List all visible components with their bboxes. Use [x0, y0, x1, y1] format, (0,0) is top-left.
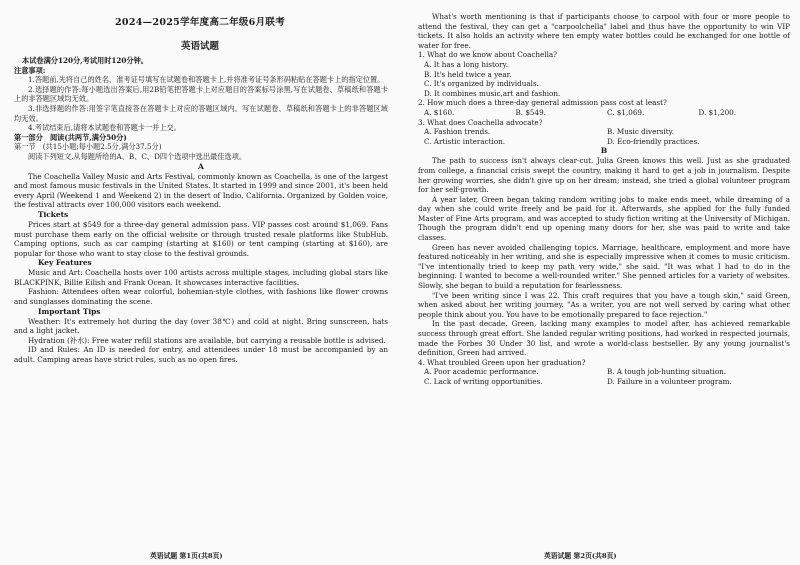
page-footer: 英语试题 第2页(共8页)	[544, 552, 617, 560]
q2-option: A. $160.	[424, 107, 455, 117]
q1-option: D. It combines music,art and fashion.	[424, 88, 561, 98]
q1-option: A. It has a long history.	[424, 59, 509, 69]
passage-paragraph: In the past decade, Green, lacking many examples to model after, has achieved remarkable success through great effort. She landed regular writing positions, had worked in respected journals, made the Forbes 30 Under 30 list, and wrote a world-class bestseller. By any young journalist's definition, Green had arrived.	[418, 319, 790, 358]
q3-option: B. Music diversity.	[607, 127, 675, 137]
q3-option: A. Fashion trends.	[424, 127, 491, 137]
passage-label: A	[198, 161, 204, 171]
passage-label: B	[600, 146, 608, 156]
q2-option: B. $549.	[515, 107, 546, 117]
q3-option: D. Eco-friendly practices.	[607, 136, 700, 146]
note-item: 4.考试结束后,请将本试题卷和答题卡一并上交。	[28, 123, 181, 133]
page-2	[404, 0, 800, 565]
subheading-tickets: Tickets	[38, 209, 69, 219]
passage-paragraph: ID and Rules: An ID is needed for entry, and attendees under 18 must be accompanied by an adult. Camping areas have strict rules, such as no open fires.	[14, 345, 388, 365]
q4-option: B. A tough job-hunting situation.	[607, 367, 727, 377]
q1-option: B. It's held twice a year.	[424, 69, 512, 79]
note-item: 2.选择题的作答:每小题选出答案后,用2B铅笔把答题卡上对应题目的答案标号涂黑,写在试题卷、草稿纸和答题卡上的非答题区域均无效。	[14, 84, 388, 104]
subheading-tips: Important Tips	[38, 306, 101, 316]
note-item: 3.非选择题的作答:用签字笔直接答在答题卡上对应的答题区域内。写在试题卷、草稿纸和答题卡上的非答题区域均无效。	[14, 103, 388, 123]
exam-title: 2024—2025学年度高二年级6月联考	[115, 17, 285, 28]
passage-paragraph: A year later, Green began taking random writing jobs to make ends meet, while dreaming of a day when she could write freely and be paid for it. Afterwards, she applied for the fully funded Master of Fine Arts program, and was accepted to study fiction writing at the University of Michigan. Though the program didn't end up opening many doors for her, she was paid to write and take classes.	[418, 194, 790, 243]
section-heading: 第一节 (共15小题;每小题2.5分,满分37.5分)	[14, 142, 162, 152]
part-heading: 第一部分 阅读(共两节,满分50分)	[14, 132, 127, 142]
passage-paragraph: Fashion: Attendees often wear colorful, bohemian-style clothes, with fashions like flower crowns and sunglasses dominating the scene.	[14, 287, 388, 307]
passage-paragraph: "I've been writing since I was 22. This craft requires that you have a tough skin," said Green, when asked about her writing journey. "As a writer, you are not well served by caring what other people think about you. You have to be emotionally prepared to face rejection."	[418, 290, 790, 319]
question-1: 1. What do we know about Coachella?	[418, 50, 558, 60]
question-2: 2. How much does a three-day general admission pass cost at least?	[418, 98, 667, 108]
passage-paragraph: Prices start at $549 for a three-day general admission pass. VIP passes cost around $1,069. Fans must purchase them early on the official website or through trusted resale platforms like StubHub. Camping options, such as car camping (starting at $160) or tent camping (starting at $160), are popular for those who want to stay close to the festival grounds.	[14, 219, 388, 258]
q1-option: C. It's organized by individuals.	[424, 79, 539, 89]
q2-option: C. $1,069.	[607, 107, 645, 117]
q4-option: A. Poor academic performance.	[424, 367, 539, 377]
q2-options	[418, 108, 790, 118]
q3-option: C. Artistic interaction.	[424, 136, 506, 146]
q2-option: D. $1,200.	[698, 107, 737, 117]
q4-option: C. Lack of writing opportunities.	[424, 376, 543, 386]
subheading-features: Key Features	[38, 258, 92, 268]
passage-paragraph: Music and Art: Coachella hosts over 100 artists across multiple stages, including global stars like BLACKPINK, Billie Eilish and Frank Ocean. It showcases interactive facilities.	[14, 268, 388, 287]
q4-option: D. Failure in a volunteer program.	[607, 376, 732, 386]
passage-paragraph: What's worth mentioning is that if participants choose to carpool with four or more people to attend the festival, they can get a "carpoolchella" label and thus have the opportunity to win VIP tickets. It also holds an activity where ten empty water bottles could be exchanged for one bottle of water for free.	[418, 12, 790, 50]
passage-paragraph: The Coachella Valley Music and Arts Festival, commonly known as Coachella, is one of the largest and most famous music festivals in the United States. It started in 1999 and since 2001, it's been held every April (Weekend 1 and Weekend 2) in the desert of Indio, California. Organized by Golden voice, the festival attracts over 100,000 visitors each weekend.	[14, 171, 388, 210]
subject-title: 英语试题	[180, 41, 219, 52]
question-3: 3. What does Coachella advocate?	[418, 117, 543, 127]
q3-options	[418, 127, 790, 146]
passage-paragraph: The path to success isn't always clear-cut. Julia Green knows this well. Just as she graduated from college, a financial crisis swept the country, making it hard to get a job in journalism. Despite her growing worries, she didn't give up on her dream; instead, she tried a global volunteer program for her self-growth.	[418, 156, 790, 195]
exam-meta: 本试卷满分120分,考试用时120分钟。	[22, 56, 148, 65]
note-item: 1.答题前,先将自己的姓名、准考证号填写在试题卷和答题卡上,并将准考证号条形码粘贴在答题卡上的指定位置。	[28, 75, 385, 85]
passage-paragraph: Hydration (补水): Free water refill stations are available, but carrying a reusable bottle is advised.	[28, 335, 386, 345]
question-4: 4. What troubled Green upon her graduation?	[418, 357, 586, 367]
instruction: 阅读下列短文,从每题所给的A、B、C、D四个选项中选出最佳选项。	[28, 151, 247, 161]
page-footer: 英语试题 第1页(共8页)	[150, 552, 223, 560]
q4-options	[418, 367, 790, 386]
notes-heading: 注意事项:	[14, 65, 46, 75]
passage-paragraph: Weather: It's extremely hot during the day (over 38℃) and cold at night. Bring sunscreen, hats and a light jacket.	[14, 316, 388, 336]
passage-paragraph: Green has never avoided challenging topics. Marriage, healthcare, employment and more have featured noticeably in her writing, and she is especially impressive when it comes to music criticism. "I've intentionally tried to keep my path very wide," she said. "It was what I had to do in the beginning. I wanted to become a well-rounded writer." She penned articles for a variety of websites. Slowly, she began to build a reputation for fearlessness.	[418, 242, 790, 291]
